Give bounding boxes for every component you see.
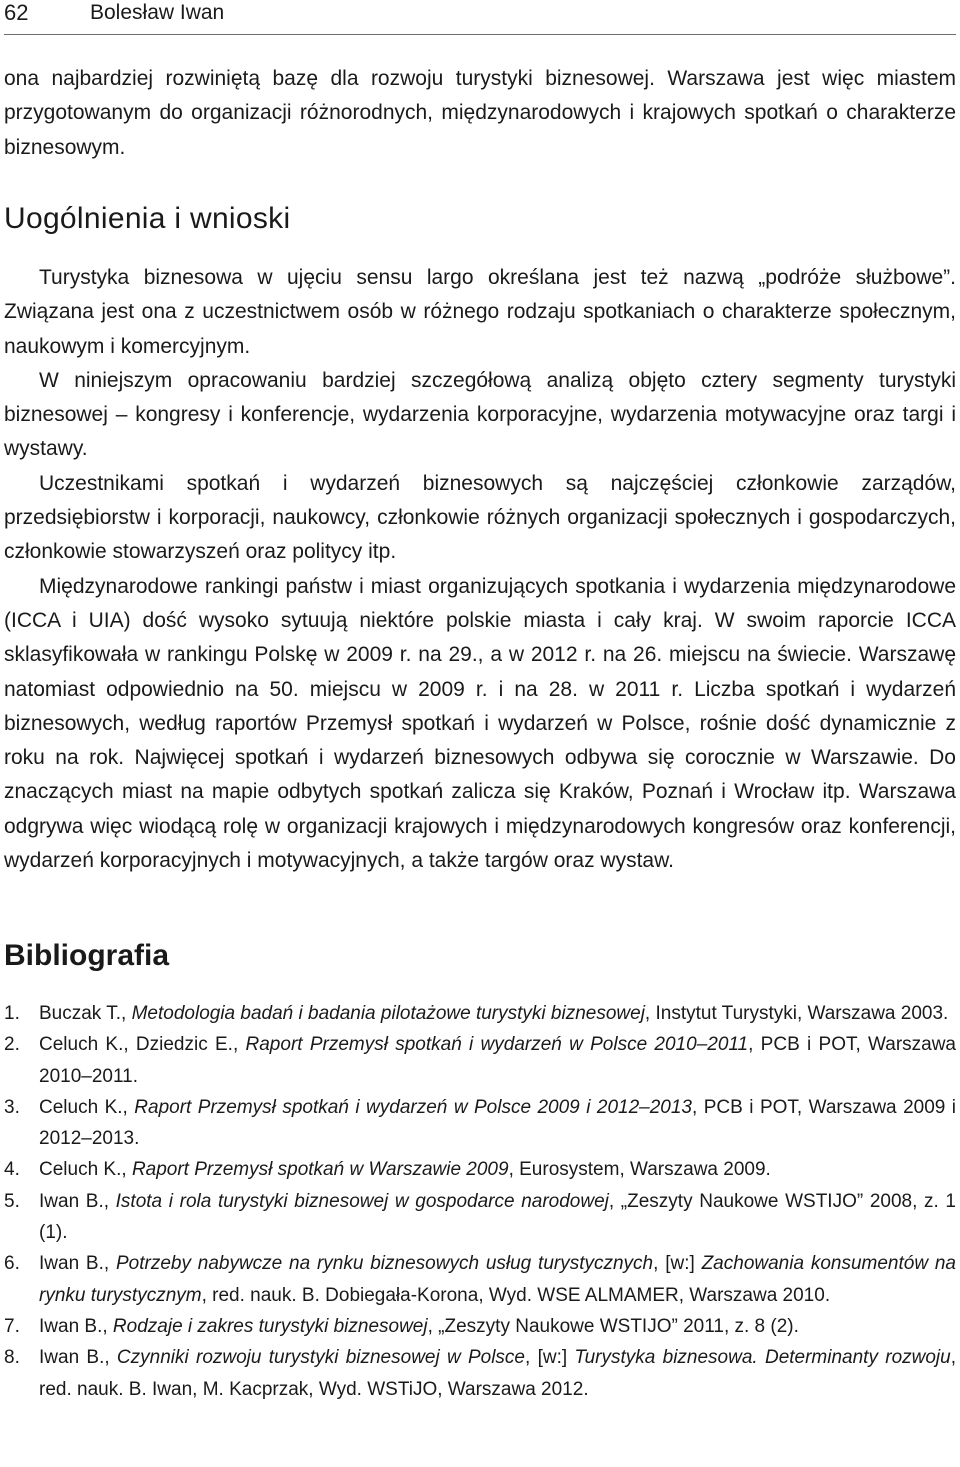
- bib-rest: , „Zeszyty Naukowe WSTIJO” 2008, z. 1 (1).: [39, 1190, 957, 1244]
- bibliography-item: [4, 1186, 956, 1249]
- bib-number: 1.: [4, 1003, 20, 1024]
- bibliography-item: [4, 1248, 956, 1311]
- running-header-author: Bolesław Iwan: [90, 1, 225, 24]
- bib-number: 2.: [4, 1034, 20, 1056]
- bibliography-item: [4, 1342, 956, 1405]
- bib-number: 7.: [4, 1315, 20, 1337]
- intro-paragraph: ona najbardziej rozwiniętą bazę dla rozwoju turystyki biznesowej. Warszawa jest więc miastem przygotowanym do organizacji różnorodnych, międzynarodowych i krajowych spotkań o charakterze biznesowym.: [4, 67, 956, 159]
- bib-number: 4.: [4, 1159, 20, 1181]
- intro-paragraph-block: [4, 62, 956, 165]
- paragraph-2: W niniejszym opracowaniu bardziej szczegółową analizą objęto cztery segmenty turystyki biznesowej – kongresy i konferencje, wydarzenia korporacyjne, wydarzenia motywacyjne oraz targi i wystawy.: [4, 368, 956, 461]
- bib-title: Raport Przemysł spotkań w Warszawie 2009: [131, 1159, 509, 1181]
- bib-rest: , PCB i POT, Warszawa 2009 i 2012–2013.: [39, 1096, 957, 1150]
- bibliography-list: [4, 998, 956, 1405]
- bib-number: 6.: [4, 1253, 20, 1275]
- bibliography-item: [4, 1154, 956, 1185]
- bibliography-item: [4, 1092, 956, 1155]
- bibliography-heading: Bibliografia: [4, 939, 170, 972]
- bib-title: Rodzaje i zakres turystyki biznesowej: [112, 1315, 428, 1337]
- bib-title: Potrzeby nabywcze na rynku biznesowych usług turystycznych: [115, 1253, 654, 1275]
- bib-author: Celuch K.,: [39, 1096, 135, 1118]
- section-paragraphs: [4, 261, 956, 878]
- bib-title: Raport Przemysł spotkań i wydarzeń w Polsce 2009 i 2012–2013: [134, 1096, 692, 1118]
- bib-mid: , [w:]: [653, 1253, 702, 1275]
- bib-rest: , red. nauk. B. Dobiegała-Korona, Wyd. WSE ALMAMER, Warszawa 2010.: [201, 1284, 831, 1306]
- bib-rest: , „Zeszyty Naukowe WSTIJO” 2011, z. 8 (2).: [427, 1315, 799, 1337]
- bib-rest: , red. nauk. B. Iwan, M. Kacprzak, Wyd. WSTiJO, Warszawa 2012.: [39, 1347, 956, 1400]
- bib-author: Iwan B.,: [39, 1190, 116, 1212]
- bib-author: Celuch K.,: [39, 1159, 132, 1181]
- bibliography-item: [4, 1311, 956, 1342]
- bib-rest: , Eurosystem, Warszawa 2009.: [508, 1159, 771, 1181]
- bib-title: Czynniki rozwoju turystyki biznesowej w Polsce: [116, 1347, 526, 1369]
- bib-rest: , PCB i POT, Warszawa 2010–2011.: [39, 1034, 957, 1087]
- bib-title-container: Zachowania konsumentów na rynku turystycznym: [39, 1253, 956, 1306]
- running-header: [4, 0, 956, 35]
- bibliography-heading-wrap: [4, 936, 169, 976]
- bib-mid: , [w:]: [525, 1347, 575, 1369]
- paragraph-4: Międzynarodowe rankingi państw i miast organizujących spotkania i wydarzenia międzynarodowe (ICCA i UIA) dość wysoko sytuują niektóre polskie miasta i cały kraj. W swoim raporcie ICCA sklasyfikowała w rankingu Polskę w 2009 r. na 29., a w 2012 r. na 26. miejscu na świecie. Warszawę natomiast odpowiednio na 50. miejscu w 2009 r. i na 28. w 2011 r. Liczba spotkań i wydarzeń biznesowych, według raportów Przemysł spotkań i wydarzeń w Polsce, rośnie dość dynamicznie z roku na rok. Najwięcej spotkań i wydarzeń biznesowych odbywa się corocznie w Warszawie. Do znaczących miast na mapie odbytych spotkań zalicza się Kraków, Poznań i Wrocław itp. Warszawa odgrywa więc wiodącą rolę w organizacji krajowych i międzynarodowych kongresów oraz konferencji, wydarzeń korporacyjnych i motywacyjnych, a także targów oraz wystaw.: [4, 574, 956, 873]
- bibliography-item: [4, 998, 956, 1029]
- bib-number: 8.: [4, 1347, 20, 1369]
- bib-author: Iwan B.,: [39, 1347, 117, 1369]
- paragraph-3: Uczestnikami spotkań i wydarzeń biznesowych są najczęściej członkowie zarządów, przedsiębiorstw i korporacji, naukowcy, członkowie różnych organizacji społecznych i gospodarczych, członkowie stowarzyszeń oraz politycy itp.: [4, 471, 956, 564]
- bib-author: Buczak T.,: [39, 1003, 132, 1024]
- bib-title: Raport Przemysł spotkań i wydarzeń w Polsce 2010–2011: [245, 1034, 749, 1056]
- bib-rest: , Instytut Turystyki, Warszawa 2003.: [644, 1003, 949, 1024]
- bib-title: Metodologia badań i badania pilotażowe turystyki biznesowej: [131, 1003, 645, 1024]
- bib-title-container: Turystyka biznesowa. Determinanty rozwoju: [574, 1347, 951, 1369]
- bibliography-item: [4, 1029, 956, 1092]
- paragraph-1: Turystyka biznesowa w ujęciu sensu largo określana jest też nazwą „podróże służbowe”. Związana jest ona z uczestnictwem osób w różnego rodzaju spotkaniach o charakterze społecznym, naukowym i komercyjnym.: [4, 266, 956, 358]
- bib-number: 5.: [4, 1190, 20, 1212]
- bib-number: 3.: [4, 1096, 20, 1118]
- bib-author: Iwan B.,: [39, 1253, 116, 1275]
- bib-author: Celuch K., Dziedzic E.,: [39, 1034, 246, 1056]
- section-heading-wrap: [4, 199, 290, 239]
- bib-title: Istota i rola turystyki biznesowej w gospodarce narodowej: [115, 1190, 609, 1212]
- bib-author: Iwan B.,: [39, 1315, 113, 1337]
- section-heading: Uogólnienia i wnioski: [4, 202, 291, 235]
- page-number: 62: [4, 0, 29, 25]
